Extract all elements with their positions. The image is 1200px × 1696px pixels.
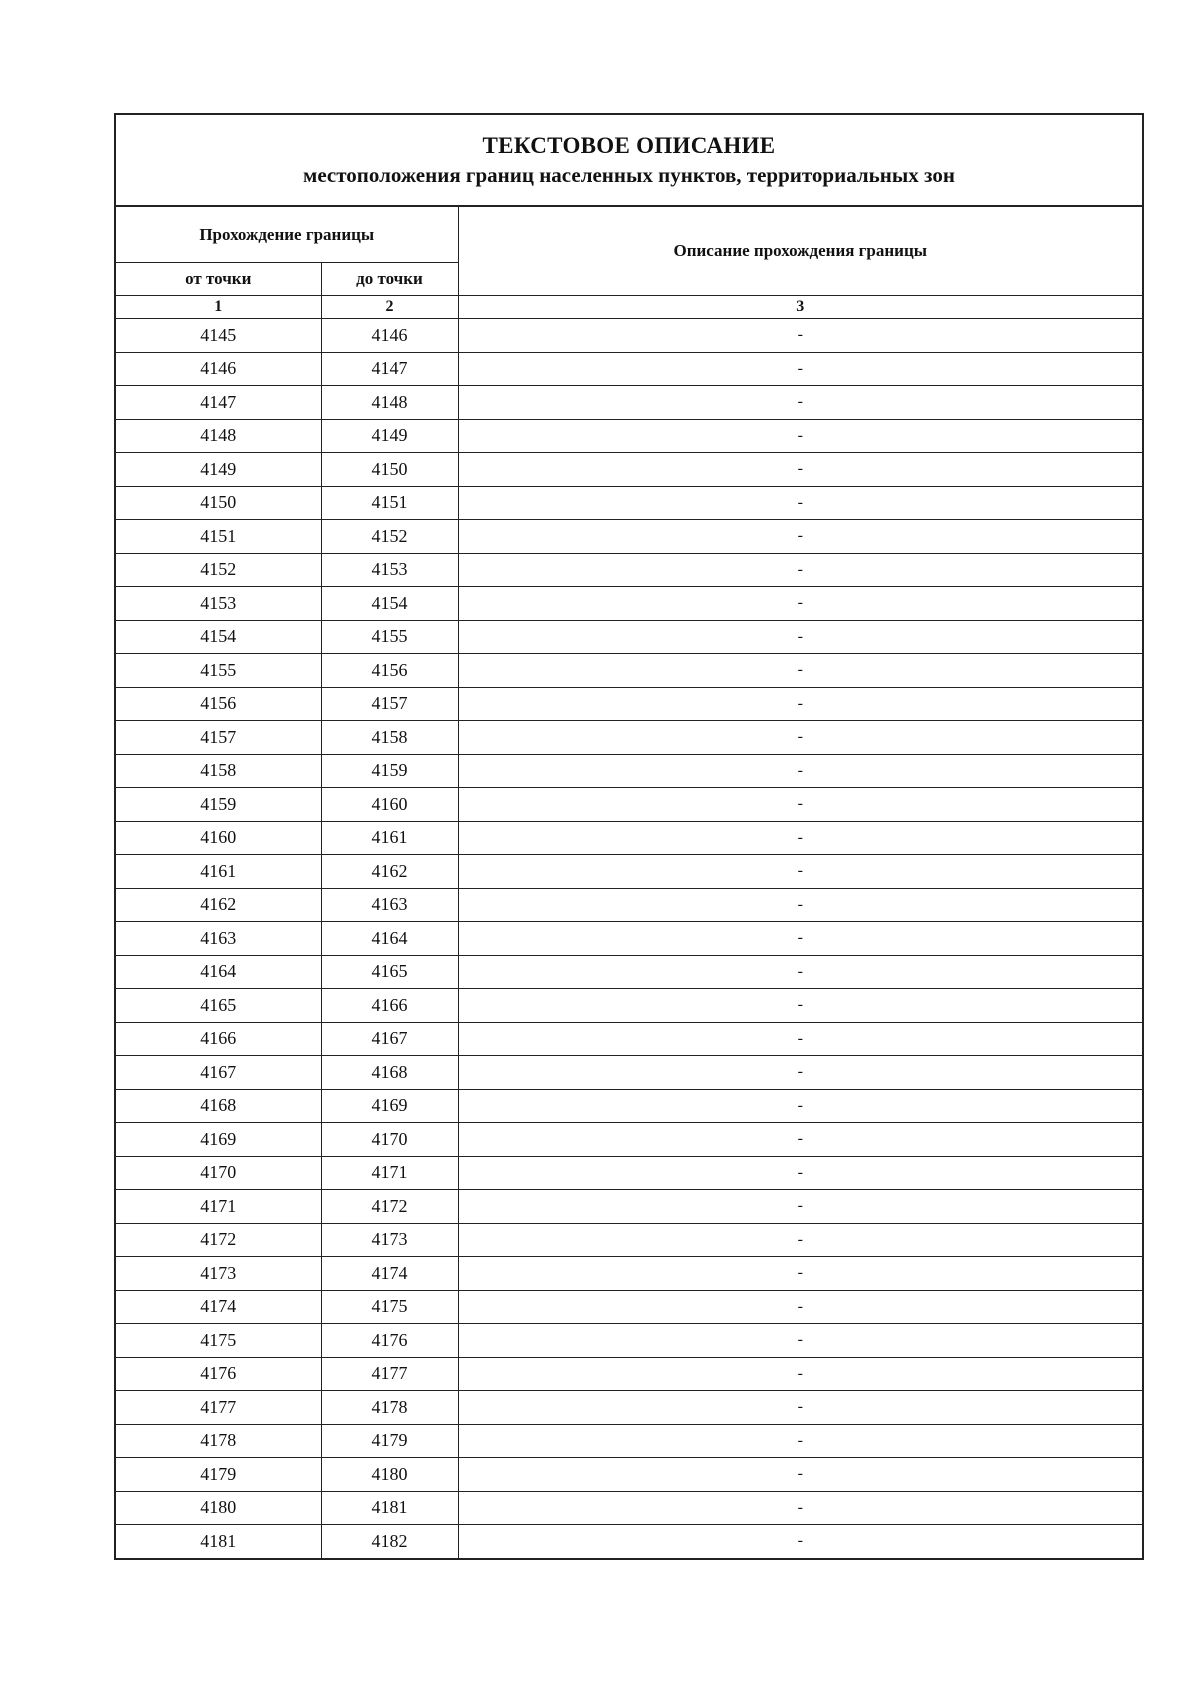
- boundary-table: [116, 207, 1142, 1558]
- table-row: [116, 1257, 1142, 1291]
- table-row: [116, 1190, 1142, 1224]
- cell-to-point: 4156: [321, 654, 458, 688]
- cell-from-point: 4159: [116, 788, 321, 822]
- cell-description: -: [458, 1424, 1142, 1458]
- cell-description: -: [458, 754, 1142, 788]
- cell-description: -: [458, 821, 1142, 855]
- table-row: [116, 754, 1142, 788]
- table-row: [116, 1290, 1142, 1324]
- table-row: [116, 788, 1142, 822]
- cell-description: -: [458, 319, 1142, 353]
- cell-description: -: [458, 1525, 1142, 1558]
- cell-to-point: 4150: [321, 453, 458, 487]
- cell-from-point: 4177: [116, 1391, 321, 1425]
- cell-to-point: 4152: [321, 520, 458, 554]
- cell-to-point: 4173: [321, 1223, 458, 1257]
- cell-to-point: 4153: [321, 553, 458, 587]
- cell-from-point: 4147: [116, 386, 321, 420]
- cell-description: -: [458, 1089, 1142, 1123]
- cell-description: -: [458, 587, 1142, 621]
- cell-to-point: 4172: [321, 1190, 458, 1224]
- cell-from-point: 4169: [116, 1123, 321, 1157]
- table-row: [116, 587, 1142, 621]
- table-row: [116, 386, 1142, 420]
- table-body: [116, 319, 1142, 1558]
- table-row: [116, 855, 1142, 889]
- cell-from-point: 4167: [116, 1056, 321, 1090]
- table-row: [116, 1123, 1142, 1157]
- table-row: [116, 888, 1142, 922]
- cell-description: -: [458, 922, 1142, 956]
- table-row: [116, 486, 1142, 520]
- cell-from-point: 4148: [116, 419, 321, 453]
- title-block: [116, 115, 1142, 207]
- table-row: [116, 319, 1142, 353]
- cell-description: -: [458, 721, 1142, 755]
- table-row: [116, 1324, 1142, 1358]
- cell-to-point: 4169: [321, 1089, 458, 1123]
- table-row: [116, 1089, 1142, 1123]
- header-to-point: до точки: [321, 263, 458, 296]
- cell-description: -: [458, 1123, 1142, 1157]
- cell-from-point: 4170: [116, 1156, 321, 1190]
- table-row: [116, 721, 1142, 755]
- cell-from-point: 4158: [116, 754, 321, 788]
- table-row: [116, 1458, 1142, 1492]
- table-row: [116, 1424, 1142, 1458]
- table-row: [116, 687, 1142, 721]
- cell-from-point: 4163: [116, 922, 321, 956]
- cell-description: -: [458, 1391, 1142, 1425]
- table-row: [116, 553, 1142, 587]
- table-row: [116, 989, 1142, 1023]
- cell-from-point: 4146: [116, 352, 321, 386]
- cell-to-point: 4176: [321, 1324, 458, 1358]
- cell-from-point: 4171: [116, 1190, 321, 1224]
- table-row: [116, 520, 1142, 554]
- table-row: [116, 453, 1142, 487]
- cell-from-point: 4173: [116, 1257, 321, 1291]
- cell-from-point: 4152: [116, 553, 321, 587]
- header-col-number-3: 3: [458, 296, 1142, 319]
- cell-to-point: 4163: [321, 888, 458, 922]
- cell-to-point: 4148: [321, 386, 458, 420]
- cell-description: -: [458, 989, 1142, 1023]
- cell-from-point: 4180: [116, 1491, 321, 1525]
- cell-from-point: 4164: [116, 955, 321, 989]
- cell-to-point: 4181: [321, 1491, 458, 1525]
- cell-to-point: 4170: [321, 1123, 458, 1157]
- table-row: [116, 821, 1142, 855]
- cell-from-point: 4156: [116, 687, 321, 721]
- cell-to-point: 4179: [321, 1424, 458, 1458]
- cell-description: -: [458, 1458, 1142, 1492]
- cell-from-point: 4179: [116, 1458, 321, 1492]
- cell-description: -: [458, 1022, 1142, 1056]
- cell-description: -: [458, 1223, 1142, 1257]
- cell-from-point: 4155: [116, 654, 321, 688]
- table-row: [116, 922, 1142, 956]
- cell-description: -: [458, 553, 1142, 587]
- cell-to-point: 4146: [321, 319, 458, 353]
- cell-from-point: 4176: [116, 1357, 321, 1391]
- table-row: [116, 1056, 1142, 1090]
- table-row: [116, 1156, 1142, 1190]
- table-row: [116, 1491, 1142, 1525]
- cell-description: -: [458, 386, 1142, 420]
- table-row: [116, 1357, 1142, 1391]
- header-boundary-passage: Прохождение границы: [116, 207, 458, 263]
- cell-to-point: 4161: [321, 821, 458, 855]
- cell-from-point: 4157: [116, 721, 321, 755]
- table-row: [116, 352, 1142, 386]
- cell-from-point: 4175: [116, 1324, 321, 1358]
- cell-description: -: [458, 1056, 1142, 1090]
- table-row: [116, 620, 1142, 654]
- cell-to-point: 4160: [321, 788, 458, 822]
- cell-from-point: 4161: [116, 855, 321, 889]
- cell-description: -: [458, 1324, 1142, 1358]
- cell-to-point: 4175: [321, 1290, 458, 1324]
- cell-from-point: 4166: [116, 1022, 321, 1056]
- cell-to-point: 4174: [321, 1257, 458, 1291]
- cell-to-point: 4157: [321, 687, 458, 721]
- table-row: [116, 955, 1142, 989]
- cell-description: -: [458, 453, 1142, 487]
- cell-to-point: 4158: [321, 721, 458, 755]
- header-col-number-1: 1: [116, 296, 321, 319]
- cell-from-point: 4165: [116, 989, 321, 1023]
- header-col-number-2: 2: [321, 296, 458, 319]
- table-row: [116, 1391, 1142, 1425]
- cell-from-point: 4154: [116, 620, 321, 654]
- cell-to-point: 4166: [321, 989, 458, 1023]
- cell-description: -: [458, 888, 1142, 922]
- page-title: ТЕКСТОВОЕ ОПИСАНИЕ: [482, 133, 776, 158]
- cell-description: -: [458, 1190, 1142, 1224]
- cell-description: -: [458, 352, 1142, 386]
- cell-from-point: 4174: [116, 1290, 321, 1324]
- cell-description: -: [458, 687, 1142, 721]
- cell-description: -: [458, 855, 1142, 889]
- cell-from-point: 4145: [116, 319, 321, 353]
- table-row: [116, 419, 1142, 453]
- table-row: [116, 1223, 1142, 1257]
- cell-from-point: 4153: [116, 587, 321, 621]
- cell-description: -: [458, 486, 1142, 520]
- cell-description: -: [458, 654, 1142, 688]
- cell-from-point: 4178: [116, 1424, 321, 1458]
- cell-description: -: [458, 1357, 1142, 1391]
- cell-description: -: [458, 955, 1142, 989]
- cell-description: -: [458, 788, 1142, 822]
- cell-to-point: 4162: [321, 855, 458, 889]
- cell-to-point: 4159: [321, 754, 458, 788]
- table-row: [116, 654, 1142, 688]
- cell-from-point: 4150: [116, 486, 321, 520]
- cell-to-point: 4155: [321, 620, 458, 654]
- header-description: Описание прохождения границы: [458, 207, 1142, 296]
- cell-to-point: 4167: [321, 1022, 458, 1056]
- cell-to-point: 4168: [321, 1056, 458, 1090]
- cell-to-point: 4164: [321, 922, 458, 956]
- cell-to-point: 4149: [321, 419, 458, 453]
- cell-from-point: 4162: [116, 888, 321, 922]
- cell-from-point: 4149: [116, 453, 321, 487]
- cell-description: -: [458, 620, 1142, 654]
- document-sheet: [114, 113, 1144, 1560]
- table-row: [116, 1022, 1142, 1056]
- cell-description: -: [458, 520, 1142, 554]
- cell-to-point: 4154: [321, 587, 458, 621]
- cell-description: -: [458, 1156, 1142, 1190]
- cell-from-point: 4172: [116, 1223, 321, 1257]
- cell-description: -: [458, 1491, 1142, 1525]
- cell-description: -: [458, 1290, 1142, 1324]
- cell-to-point: 4151: [321, 486, 458, 520]
- cell-to-point: 4147: [321, 352, 458, 386]
- header-from-point: от точки: [116, 263, 321, 296]
- page-subtitle: местоположения границ населенных пунктов, территориальных зон: [303, 163, 955, 187]
- cell-from-point: 4151: [116, 520, 321, 554]
- cell-to-point: 4165: [321, 955, 458, 989]
- cell-from-point: 4168: [116, 1089, 321, 1123]
- cell-from-point: 4181: [116, 1525, 321, 1558]
- cell-description: -: [458, 1257, 1142, 1291]
- cell-from-point: 4160: [116, 821, 321, 855]
- cell-description: -: [458, 419, 1142, 453]
- cell-to-point: 4171: [321, 1156, 458, 1190]
- cell-to-point: 4178: [321, 1391, 458, 1425]
- table-row: [116, 1525, 1142, 1558]
- cell-to-point: 4177: [321, 1357, 458, 1391]
- cell-to-point: 4182: [321, 1525, 458, 1558]
- cell-to-point: 4180: [321, 1458, 458, 1492]
